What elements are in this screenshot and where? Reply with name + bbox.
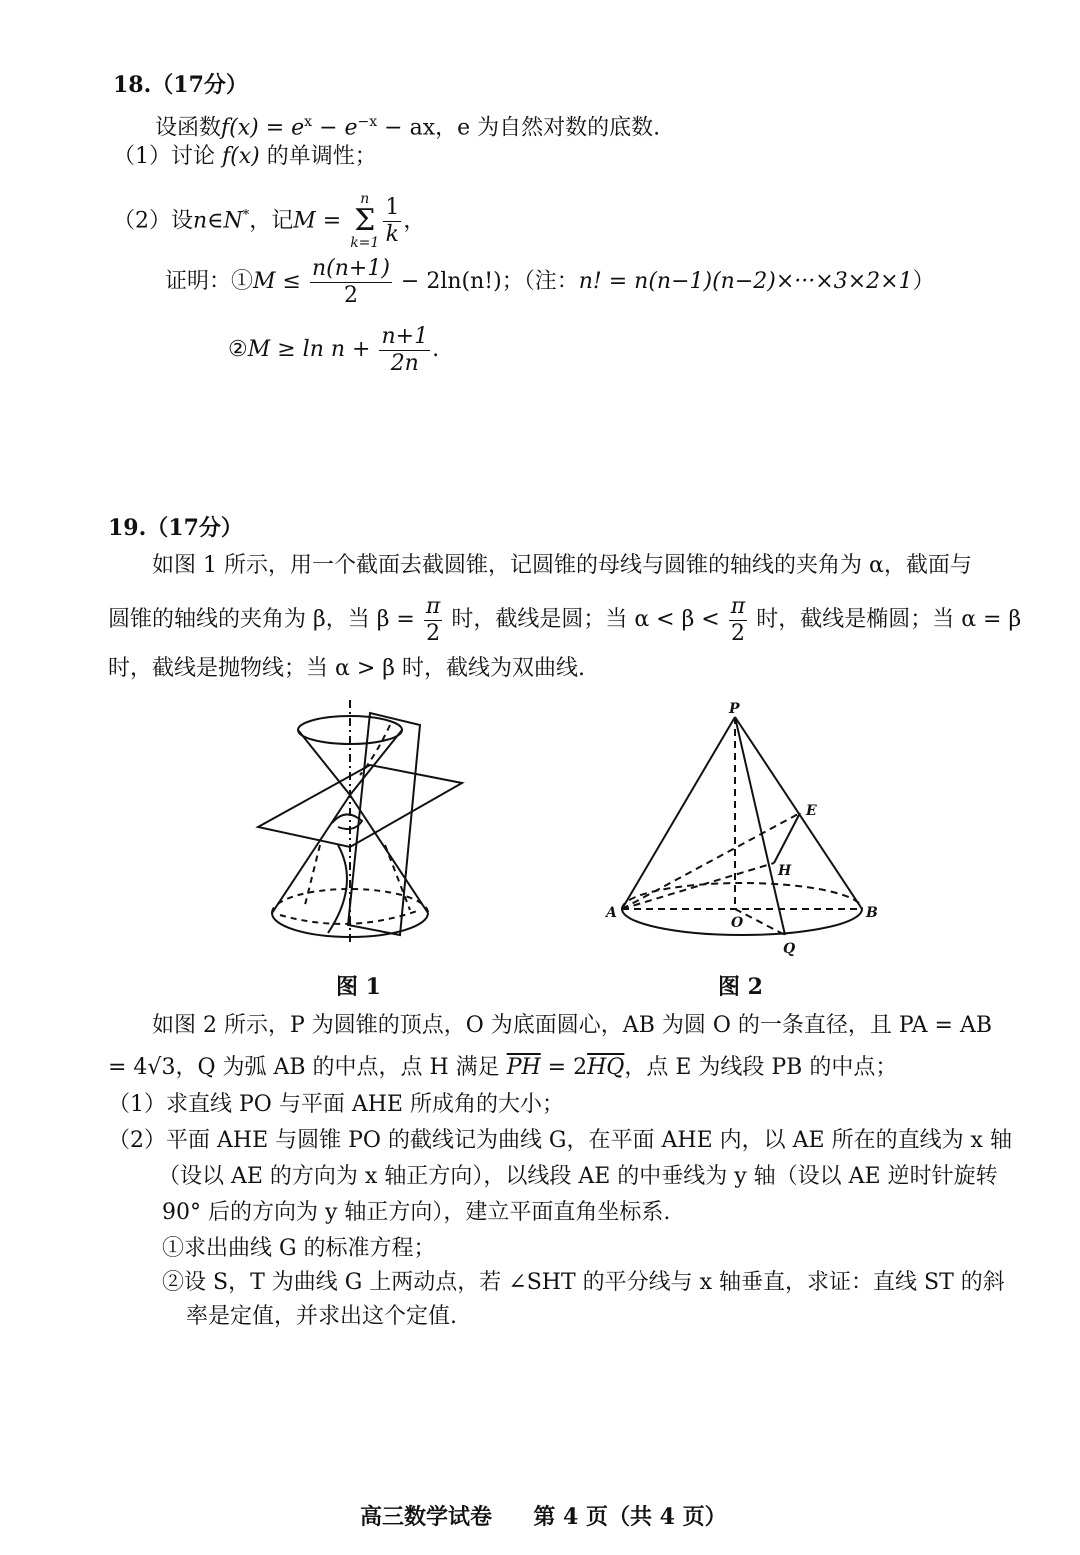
q19-intro2-a: 圆锥的轴线的夹角为 β，当 β = [108, 607, 422, 632]
vector-HQ: $\overline{HQ}$ [587, 1055, 625, 1080]
sum-sigma: Σ [354, 203, 376, 239]
frac-num: π [730, 593, 746, 619]
q18-proof2-M: M ≥ ln n + [247, 337, 378, 362]
label-B: B [866, 905, 878, 921]
q18-summation [350, 192, 379, 250]
figure2-caption: 图 2 [718, 974, 763, 1000]
q18-proof-text: − 2ln(n!)；（注： [393, 269, 579, 294]
label-A: A [606, 905, 617, 921]
q18-header: 18.（17分） [113, 72, 248, 98]
q18-intro-function: f(x) = e [221, 115, 305, 141]
q18-proof2 [228, 320, 439, 380]
q18-intro-tail: − ax，e 为自然对数的底数. [377, 115, 661, 141]
footer-page: 第 4 页（共 4 页） [533, 1504, 727, 1530]
q19-intro1: 如图 1 所示，用一个截面去截圆锥，记圆锥的母线与圆锥的轴线的夹角为 α，截面与 [152, 553, 972, 578]
q18-proof-note: n! = n(n−1)(n−2)×···×3×2×1 [578, 269, 913, 294]
q19-header: 19.（17分） [108, 515, 243, 541]
q18-part2-label: （2）设 [113, 208, 193, 234]
q18-part2-M: M = [293, 208, 349, 234]
figure1-cone-sections [250, 695, 470, 950]
q18-proof-M: M ≤ [253, 269, 308, 294]
q19-part2-sub2-line1: ②设 S，T 为曲线 G 上两动点，若 ∠SHT 的平分线与 x 轴垂直，求证：直线 ST 的斜 [162, 1270, 1005, 1295]
q19-part2-sub1: ①求出曲线 G 的标准方程； [162, 1236, 436, 1261]
q19-part1: （1）求直线 PO 与平面 AHE 所成角的大小； [108, 1092, 564, 1117]
q18-part2-condition: n∈N [193, 208, 243, 234]
q19-body2-a: = 4√3，Q 为弧 AB 的中点，点 H 满足 [108, 1055, 507, 1080]
q18-proof2-end: . [432, 337, 440, 362]
q18-part1-function: f(x) [215, 144, 267, 169]
figure1-caption: 图 1 [336, 974, 381, 1000]
frac-den: 2 [730, 620, 745, 646]
label-H: H [778, 863, 792, 879]
q18-intro [155, 107, 660, 143]
q18-proof-label: 证明：① [165, 269, 254, 294]
q18-part2-text: ，记 [249, 208, 294, 234]
q18-intro-minus: − e [312, 115, 358, 141]
label-P: P [729, 701, 740, 717]
q18-part1 [113, 142, 377, 172]
q18-part2 [113, 186, 425, 251]
q18-part1-text: 的单调性； [266, 144, 377, 169]
vector-eq: = 2 [540, 1055, 588, 1080]
frac-num: 1 [385, 194, 400, 220]
q19-body2-b: ，点 E 为线段 PB 的中点； [624, 1055, 898, 1080]
frac-den: 2 [426, 620, 441, 646]
q19-intro2-c: 时，截线是椭圆；当 α = β [749, 607, 1022, 632]
frac-num: n(n+1) [311, 255, 390, 281]
q18-proof2-frac [379, 324, 430, 377]
frac-den: k [385, 221, 399, 247]
frac-num: π [425, 593, 441, 619]
q18-proof2-label: ② [228, 337, 248, 362]
q19-intro2 [108, 590, 1021, 650]
frac-den: 2 [343, 282, 358, 308]
q18-part2-star: * [242, 208, 250, 223]
q18-intro-exp2: −x [357, 114, 378, 130]
label-O: O [731, 915, 744, 931]
q19-intro2-b: 时，截线是圆；当 α < β < [444, 607, 727, 632]
q18-intro-exp1: x [304, 114, 313, 130]
footer [360, 1502, 727, 1532]
q18-proof-frac [310, 256, 392, 309]
q19-part2-sub2-line2: 率是定值，并求出这个定值. [186, 1304, 457, 1329]
q19-frac-pi-2-b [729, 594, 747, 647]
q18-frac-1-over-k [383, 195, 401, 248]
q18-proof1 [165, 252, 935, 312]
q18-part1-label: （1）讨论 [113, 144, 215, 169]
q19-part2-line1: （2）平面 AHE 与圆锥 PO 的截线记为曲线 G，在平面 AHE 内，以 AE 所在的直线为 x 轴 [108, 1128, 1012, 1153]
sum-upper: n [360, 191, 370, 208]
frac-num: n+1 [381, 323, 429, 349]
q19-part2-line3: 90° 后的方向为 y 轴正方向），建立平面直角坐标系. [162, 1200, 671, 1225]
q19-frac-pi-2-a [424, 594, 442, 647]
label-E: E [806, 803, 817, 819]
q19-body2 [108, 1053, 897, 1083]
q19-body1: 如图 2 所示，P 为圆锥的顶点，O 为底面圆心，AB 为圆 O 的一条直径，且 PA = AB [152, 1013, 993, 1038]
q19-intro3: 时，截线是抛物线；当 α > β 时，截线为双曲线. [108, 656, 585, 681]
label-Q: Q [783, 941, 796, 957]
q18-intro-text: 设函数 [155, 115, 222, 141]
q19-part2-line2: （设以 AE 的方向为 x 轴正方向），以线段 AE 的中垂线为 y 轴（设以 AE 逆时针旋转 [158, 1164, 998, 1189]
vector-PH: $\overline{PH}$ [506, 1055, 541, 1080]
sum-lower: k=1 [350, 235, 380, 252]
figure2-cone [600, 695, 890, 960]
footer-subject: 高三数学试卷 [360, 1504, 493, 1530]
q18-part2-comma: ， [403, 208, 426, 234]
q18-proof-close: ） [912, 269, 935, 294]
frac-den: 2n [390, 350, 419, 376]
